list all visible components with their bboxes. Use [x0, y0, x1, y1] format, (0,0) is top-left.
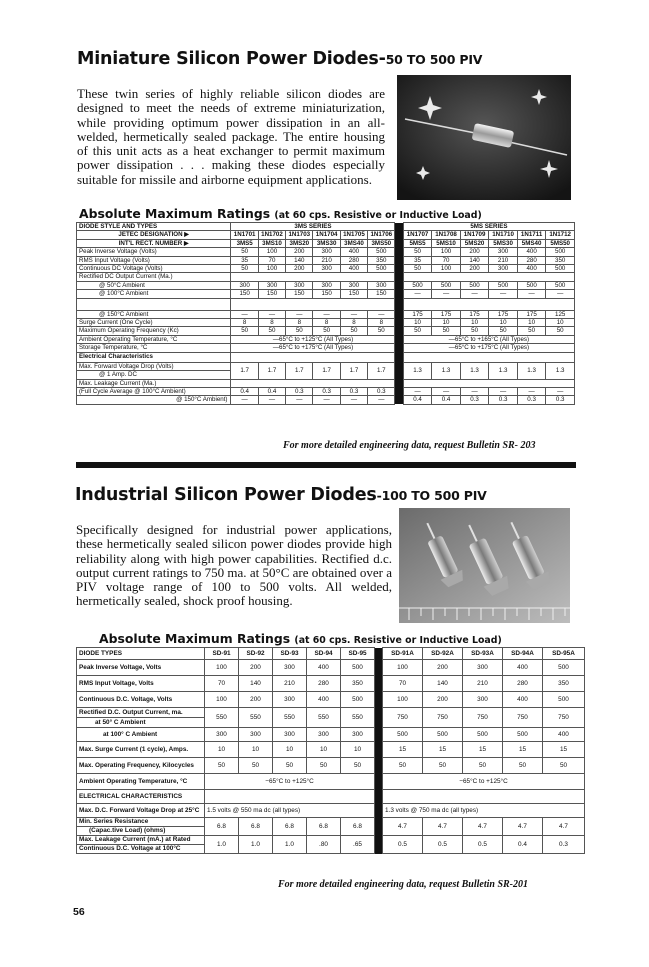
t1-electrical-heading: Electrical Characteristics — [77, 352, 231, 362]
t1-jetec-label: JETEC DESIGNATION ▶ — [77, 231, 231, 239]
section1-title-range: 50 TO 500 PIV — [385, 52, 483, 67]
table-row: Rectified D.C. Output Current, ma. 550 550 550 550 550 750 750 750 750 750 — [77, 708, 585, 718]
table-row — [77, 298, 575, 310]
t1-jetec-b: 1N1708 — [432, 231, 461, 239]
t1-intl-a: 3MS40 — [340, 239, 367, 247]
t2-header: DIODE TYPES SD-91 SD-92 SD-93 SD-94 SD-95 SD-91A SD-92A SD-93A SD-94A SD-95A — [77, 648, 585, 660]
table-row: @ 50°C Ambient 300 300 300 300 300 300 500 500 500 500 500 500 — [77, 281, 575, 289]
section1-ratings-title: Absolute Maximum Ratings (at 60 cps. Resistive or Inductive Load) — [79, 206, 482, 221]
miniature-diode-photo — [397, 75, 571, 200]
section1-description: These twin series of highly reliable silicon diodes are designed to meet the needs of extreme miniaturization, while providing optimum power dissipation in an all-welded, hermetically sealed package. The entire housing of this unit acts as a heat exchanger to permit maximum power dissipation . . . making these diodes especially suitable for missile and airborne equipment applications. — [77, 86, 385, 187]
table-row: Storage Temperature, °C —65°C to +175°C (All Types) —65°C to +175°C (All Types) — [77, 344, 575, 352]
section1-title: Miniature Silicon Power Diodes-50 TO 500 PIV — [77, 49, 483, 69]
t1-intl-b: 5MS5 — [403, 239, 432, 247]
section2-ratings-title: Absolute Maximum Ratings (at 60 cps. Resistive or Inductive Load) — [99, 631, 502, 646]
table-row: (Capac.tive Load) (ohms) — [77, 827, 585, 836]
t1-intl-b: 5MS10 — [432, 239, 461, 247]
section2-title-range: -100 TO 500 PIV — [376, 488, 487, 503]
table-row: RMS Input Voltage, Volts 70 140 210 280 350 70 140 210 280 350 — [77, 676, 585, 692]
t2-corner: DIODE TYPES — [77, 648, 205, 660]
table-row: Rectified DC Output Current (Ma.) — [77, 273, 575, 281]
table-row: Max. Leakage Current (Ma.) — [77, 379, 575, 387]
section2-ratings-table — [76, 647, 585, 854]
table-row: Max. Forward Voltage Drop (Volts) 1.7 1.7 1.7 1.7 1.7 1.7 1.3 1.3 1.3 1.3 1.3 1.3 — [77, 362, 575, 370]
table-row: @ 1 Amp. DC — [77, 371, 575, 379]
table-row: @ 150°C Ambient) — — — — — — 0.4 0.4 0.3 0.3 0.3 0.3 — [77, 396, 575, 404]
t1-jetec-a: 1N1702 — [258, 231, 285, 239]
industrial-diode-photo — [399, 508, 570, 623]
t1-jetec-a: 1N1703 — [286, 231, 313, 239]
table-row: Max. Operating Frequency, Kilocycles 50 50 50 50 50 50 50 50 50 50 — [77, 758, 585, 774]
table-row: RMS Input Voltage (Volts) 35 70 140 210 280 350 35 70 140 210 280 350 — [77, 256, 575, 264]
t1-series-b: 5MS SERIES — [403, 223, 574, 231]
table-row: Max. D.C. Forward Voltage Drop at 25°C 1.5 volts @ 550 ma dc (all types) 1.3 volts @ 750 ma dc (all types) — [77, 804, 585, 818]
t1-jetec-b: 1N1707 — [403, 231, 432, 239]
t1-jetec-b: 1N1710 — [489, 231, 518, 239]
t1-intl-a: 3MS10 — [258, 239, 285, 247]
section1-bulletin-note: For more detailed engineering data, request Bulletin SR- 203 — [283, 440, 536, 451]
t1-intl-a: 3MS20 — [286, 239, 313, 247]
t1-jetec-a: 1N1706 — [368, 231, 395, 239]
t1-intl-a: 3MS50 — [368, 239, 395, 247]
t1-jetec-a: 1N1704 — [313, 231, 340, 239]
table-row: Ambient Operating Temperature, °C —65°C to +125°C (All Types) —65°C to +165°C (All Types) — [77, 335, 575, 343]
t2-electrical-heading: ELECTRICAL CHARACTERISTICS — [77, 790, 205, 804]
table-row: (Full Cycle Average @ 100°C Ambient) 0.4 0.4 0.3 0.3 0.3 0.3 — — — — — — — [77, 387, 575, 395]
t1-header-series — [77, 223, 575, 231]
t1-intl-b: 5MS20 — [460, 239, 489, 247]
table-row: @ 150°C Ambient — — — — — — 175 175 175 175 175 125 — [77, 310, 575, 318]
table-row: Max. Leakage Current (mA.) at Rated 1.0 1.0 1.0 .80 .65 0.5 0.5 0.5 0.4 0.3 — [77, 836, 585, 845]
table-row — [77, 790, 585, 804]
t1-jetec-a: 1N1705 — [340, 231, 367, 239]
section1-ratings-table — [76, 222, 575, 405]
table-row: Peak Inverse Voltage, Volts 100 200 300 400 500 100 200 300 400 500 — [77, 660, 585, 676]
t2-divider — [375, 648, 383, 854]
table-row: Min. Series Resistance 6.8 6.8 6.8 6.8 6.8 4.7 4.7 4.7 4.7 4.7 — [77, 818, 585, 827]
table-row: @ 100°C Ambient 150 150 150 150 150 150 — — — — — — — [77, 290, 575, 298]
table-row: Ambient Operating Temperature, °C −65°C to +125°C −65°C to +125°C — [77, 774, 585, 790]
t1-divider — [395, 223, 403, 405]
section2-title: Industrial Silicon Power Diodes-100 TO 500 PIV — [75, 485, 487, 505]
table-row: Continuous D.C. Voltage at 100°C — [77, 845, 585, 854]
t1-intl-b: 5MS30 — [489, 239, 518, 247]
t1-jetec-b: 1N1711 — [517, 231, 546, 239]
industrial-diode-image-graphic — [399, 508, 570, 623]
t1-intl-a: 3MS5 — [231, 239, 258, 247]
page-number: 56 — [73, 906, 85, 918]
t1-jetec-b: 1N1709 — [460, 231, 489, 239]
table-row: Maximum Operating Frequency (Kc) 50 50 50 50 50 50 50 50 50 50 50 50 — [77, 327, 575, 335]
t1-intl-label: INT'L RECT. NUMBER ▶ — [77, 239, 231, 247]
table-row: at 50° C Ambient — [77, 718, 585, 728]
t1-corner: DIODE STYLE AND TYPES — [77, 223, 231, 231]
t1-jetec-a: 1N1701 — [231, 231, 258, 239]
t1-header-jetec — [77, 231, 575, 239]
table-row: Continuous DC Voltage (Volts) 50 100 200 300 400 500 50 100 200 300 400 500 — [77, 265, 575, 273]
table-row: Surge Current (One Cycle) 8 8 8 8 8 8 10 10 10 10 10 10 — [77, 319, 575, 327]
t1-series-a: 3MS SERIES — [231, 223, 395, 231]
t1-intl-a: 3MS30 — [313, 239, 340, 247]
t1-intl-b: 5MS50 — [546, 239, 575, 247]
section-divider-rule — [76, 462, 576, 468]
section2-description: Specifically designed for industrial power applications, these hermetically sealed silicon power diodes provide high reliability along with high power capabilities. Rectified d.c. output current ratings to 750 ma. at 50°C are obtained over a PIV voltage range of 100 to 500 volts. All welded, hermetically sealed, shock proof housing. — [76, 522, 392, 609]
table-row — [77, 352, 575, 362]
t1-header-intl — [77, 239, 575, 247]
section2-bulletin-note: For more detailed engineering data, request Bulletin SR-201 — [278, 879, 529, 890]
table-row: Continuous D.C. Voltage, Volts 100 200 300 400 500 100 200 300 400 500 — [77, 692, 585, 708]
t1-jetec-b: 1N1712 — [546, 231, 575, 239]
table-row: at 100° C Ambient 300 300 300 300 300 500 500 500 500 400 — [77, 728, 585, 742]
diode-image-graphic — [397, 75, 571, 200]
t1-intl-b: 5MS40 — [517, 239, 546, 247]
table-row: Max. Surge Current (1 cycle), Amps. 10 10 10 10 10 15 15 15 15 15 — [77, 742, 585, 758]
table-row: Peak Inverse Voltage (Volts) 50 100 200 300 400 500 50 100 200 300 400 500 — [77, 248, 575, 256]
